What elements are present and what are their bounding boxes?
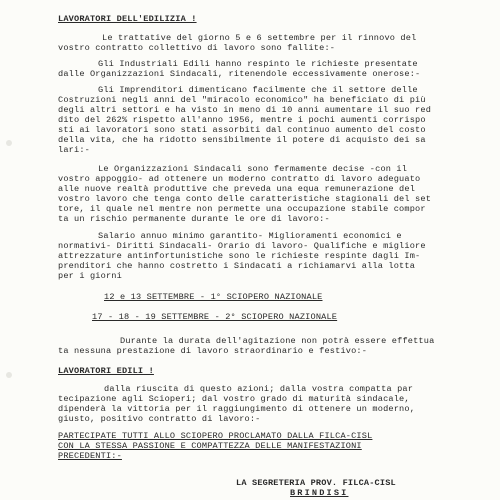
paragraph-line: per i giorni [58, 271, 122, 281]
paragraph-line: dito del 262% rispetto all'anno 1956, mentre i pochi aumenti corrispo [58, 115, 426, 125]
paragraph-line: lari:- [58, 145, 90, 155]
document-heading: LAVORATORI DELL'EDILIZIA ! [58, 14, 197, 24]
strike-date-2: 17 - 18 - 19 SETTEMBRE - 2° SCIOPERO NAZIONALE [92, 312, 338, 322]
paragraph-line: dipenderà la vittoria per il raggiungimento di ottenere un moderno, [58, 404, 416, 414]
punch-hole [6, 372, 12, 378]
paragraph-line: Le Organizzazioni Sindacali sono fermamente decise -con il [98, 164, 408, 174]
paragraph-line: Gli Industriali Edili hanno respinto le richieste presentate [98, 59, 418, 69]
paragraph-line: Salario annuo minimo garantito- Miglioramenti economici e [98, 231, 402, 241]
paragraph-line: giusto, positivo contratto di lavoro:- [58, 414, 261, 424]
paragraph-line: della vita, che ha ridotto sensibilmente il potere di acquisto dei sa [58, 135, 426, 145]
paragraph-line: vostro contratto collettivo di lavoro sono fallite:- [58, 43, 336, 53]
appeal-line: PARTECIPATE TUTTI ALLO SCIOPERO PROCLAMATO DALLA FILCA-CISL [58, 431, 373, 441]
punch-hole [6, 140, 12, 146]
paragraph-line: vostro lavoro che tenga conto delle caratteristiche stagionali del set [58, 194, 432, 204]
paragraph-line: ta un rischio permanente durante le ore di lavoro:- [58, 214, 330, 224]
paragraph-line: degli altri settori e ha visto in meno di 10 anni aumentare il suo red [58, 105, 432, 115]
signature-city: BRINDISI [290, 488, 349, 498]
paragraph-line: prenditori che hanno costretto i Sindacati a richiamarvi alla lotta [58, 261, 416, 271]
paragraph-line: sti ai lavoratori sono stati assorbiti dal continuo aumento del costo [58, 125, 426, 135]
signature-line: LA SEGRETERIA PROV. FILCA-CISL [236, 478, 396, 488]
paragraph-line: Costruzioni negli anni del "miracolo economico" ha beneficiato di più [58, 95, 426, 105]
paragraph-line: vostro appoggio- ad ottenere un moderno contratto di lavoro adeguato [58, 174, 421, 184]
strike-date-1: 12 e 13 SETTEMBRE - 1° SCIOPERO NAZIONALE [104, 292, 323, 302]
section-heading: LAVORATORI EDILI ! [58, 366, 154, 376]
paragraph-line: Le trattative del giorno 5 e 6 settembre per il rinnovo del [102, 33, 417, 43]
paragraph-line: dalla riuscita di questo azioni; dalla vostra compatta par [104, 384, 414, 394]
paragraph-line: ta nessuna prestazione di lavoro straordinario e festivo:- [58, 346, 368, 356]
paragraph-line: tore, il quale nel mentre non permette una occupazione stabile compor [58, 204, 426, 214]
paragraph-line: Gli Imprenditori dimenticano facilmente che il settore delle [98, 85, 418, 95]
appeal-line: PRECEDENTI:- [58, 451, 122, 461]
paragraph-line: normativi- Diritti Sindacali- Orario di lavoro- Qualifiche e migliore [58, 241, 426, 251]
paragraph-line: alle nuove realtà produttive che preveda una equa remunerazione del [58, 184, 416, 194]
paragraph-line: dalle Organizzazioni Sindacali, ritenendole eccessivamente onerose:- [58, 69, 421, 79]
appeal-line: CON LA STESSA PASSIONE E COMPATTEZZA DELLE MANIFESTAZIONI [58, 441, 362, 451]
paragraph-line: Durante la durata dell'agitazione non potrà essere effettua [120, 336, 435, 346]
paragraph-line: attrezzature antinfortunistiche sono le richieste respinte dagli Im- [58, 251, 421, 261]
paragraph-line: tecipazione agli Scioperi; dal vostro grado di maturità sindacale, [58, 394, 410, 404]
